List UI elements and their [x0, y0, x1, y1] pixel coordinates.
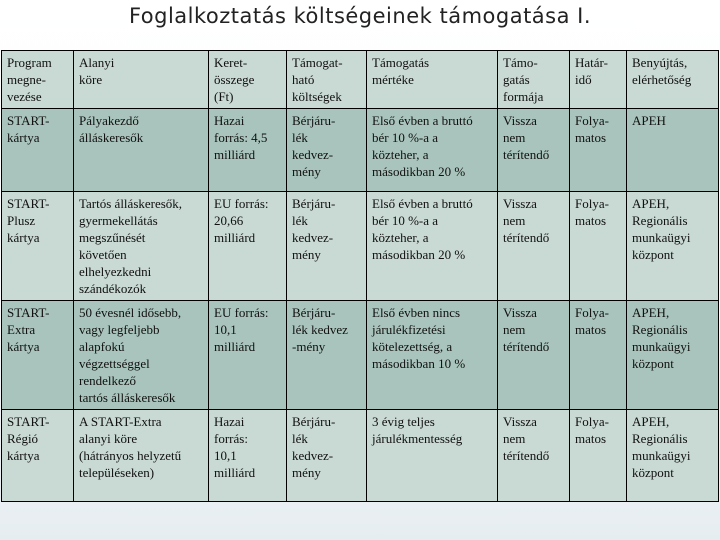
- header-cell: Támogat- ható költségek: [287, 51, 367, 109]
- header-cell: Program megne- vezése: [2, 51, 74, 109]
- table-cell: Folya- matos: [570, 192, 627, 301]
- table-cell: Bérjáru- lék kedvez- mény: [287, 192, 367, 301]
- table-cell: APEH, Regionális munkaügyi központ: [627, 192, 719, 301]
- table-cell: APEH, Regionális munkaügyi központ: [627, 410, 719, 502]
- table-cell: Pályakezdő álláskeresők: [74, 109, 209, 192]
- table-cell: START- Extra kártya: [2, 301, 74, 410]
- header-cell: Támo- gatás formája: [498, 51, 570, 109]
- table-cell: Vissza nem térítendő: [498, 301, 570, 410]
- table-cell: EU forrás: 10,1 milliárd: [209, 301, 287, 410]
- table-cell: Folya- matos: [570, 109, 627, 192]
- table-row: [2, 109, 719, 192]
- table-cell: EU forrás: 20,66 milliárd: [209, 192, 287, 301]
- table-header-row: [2, 51, 719, 109]
- table-cell: APEH: [627, 109, 719, 192]
- table-cell: Vissza nem térítendő: [498, 192, 570, 301]
- table-cell: START- Régió kártya: [2, 410, 74, 502]
- table-cell: APEH, Regionális munkaügyi központ: [627, 301, 719, 410]
- support-table: [1, 50, 719, 502]
- table-cell: Hazai forrás: 10,1 milliárd: [209, 410, 287, 502]
- table-cell: Bérjáru- lék kedvez -mény: [287, 301, 367, 410]
- table-cell: Bérjáru- lék kedvez- mény: [287, 109, 367, 192]
- table-cell: 3 évig teljes járulékmentesség: [367, 410, 498, 502]
- header-cell: Benyújtás, elérhetőség: [627, 51, 719, 109]
- table-cell: Folya- matos: [570, 301, 627, 410]
- table-cell: Tartós álláskeresők, gyermekellátás megszűnését követően elhelyezkedni szándékozók: [74, 192, 209, 301]
- table-cell: Vissza nem térítendő: [498, 410, 570, 502]
- table-cell: Első évben a bruttó bér 10 %-a a közteher, a másodikban 20 %: [367, 192, 498, 301]
- table-cell: START- kártya: [2, 109, 74, 192]
- table-cell: START- Plusz kártya: [2, 192, 74, 301]
- table-cell: 50 évesnél idősebb, vagy legfeljebb alapfokú végzettséggel rendelkező tartós álláskeresők: [74, 301, 209, 410]
- header-cell: Keret- összege (Ft): [209, 51, 287, 109]
- table-cell: Bérjáru- lék kedvez- mény: [287, 410, 367, 502]
- header-cell: Határ- idő: [570, 51, 627, 109]
- table-cell: Folya- matos: [570, 410, 627, 502]
- table-cell: Hazai forrás: 4,5 milliárd: [209, 109, 287, 192]
- table-cell: Első évben nincs járulékfizetési kötelezettség, a másodikban 10 %: [367, 301, 498, 410]
- table-cell: Vissza nem térítendő: [498, 109, 570, 192]
- table-row: [2, 192, 719, 301]
- header-cell: Támogatás mértéke: [367, 51, 498, 109]
- table-cell: A START-Extra alanyi köre (hátrányos helyzetű településeken): [74, 410, 209, 502]
- table-cell: Első évben a bruttó bér 10 %-a a közteher, a másodikban 20 %: [367, 109, 498, 192]
- table-row: [2, 301, 719, 410]
- header-cell: Alanyi köre: [74, 51, 209, 109]
- page-title: Foglalkoztatás költségeinek támogatása I.: [128, 4, 592, 28]
- table-row: [2, 410, 719, 502]
